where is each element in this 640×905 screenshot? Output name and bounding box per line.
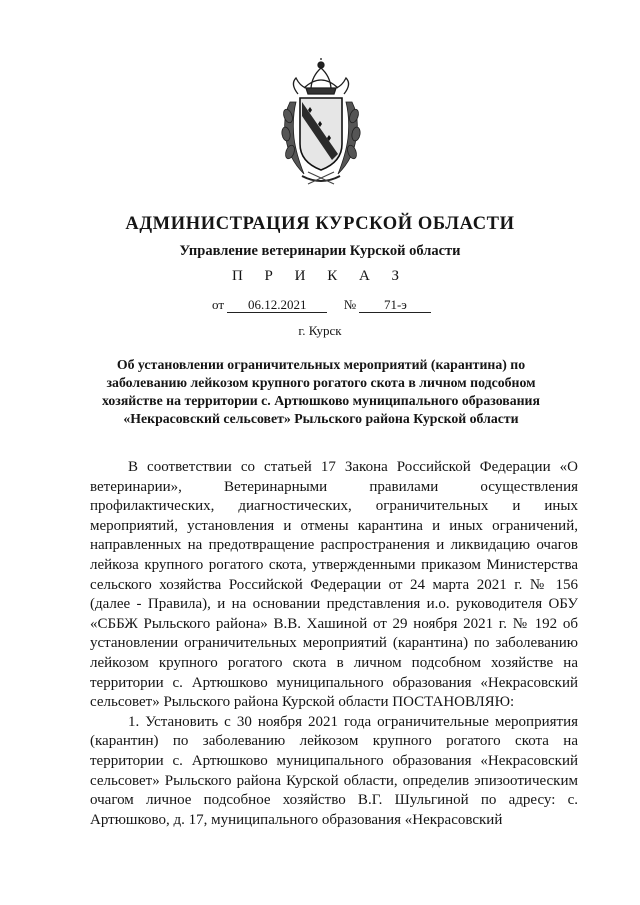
organization-name: АДМИНИСТРАЦИЯ КУРСКОЙ ОБЛАСТИ [125, 214, 515, 234]
date-prefix: от [212, 297, 225, 312]
order-date: 06.12.2021 [227, 298, 327, 313]
document-title: Об установлении ограничительных мероприятий (карантина) по заболеванию лейкозом крупного рогатого скота в личном подсобном хозяйстве на территории с. Артюшково муниципального образования «Некрасовский сельсовет» Рыльского района Курской области [102, 357, 540, 426]
document-body [90, 458, 578, 830]
department-name: Управление ветеринарии Курской области [179, 243, 461, 259]
document-type: П Р И К А З [231, 268, 409, 284]
number-prefix: № [343, 297, 357, 312]
order-number: 71-э [359, 298, 431, 313]
city: г. Курск [298, 323, 342, 338]
date-number-line [212, 297, 452, 313]
preamble-paragraph: В соответствии со статьей 17 Закона Российской Федерации «О ветеринарии», Ветеринарными правилами осуществления профилактических, диагностических, ограничительных и иных мероприятий, установления и отмены карантина и иных ограничений, направленных на предотвращение распространения и ликвидацию очагов лейкоза крупного рогатого скота, утвержденными приказом Министерства сельского хозяйства Российской Федерации от 24 марта 2021 г. № 156 (далее - Правила), и на основании представления и.о. руководителя ОБУ «СББЖ Рыльского района» В.В. Хашиной от 29 ноября 2021 г. № 192 об установлении ограничительных мероприятий (карантина) по заболеванию лейкозом крупного рогатого скота в личном подсобном хозяйстве на территории с. Артюшково муниципального образования «Некрасовский сельсовет» Рыльского района Курской области ПОСТАНОВЛЯЮ: [90, 459, 578, 711]
item-1-paragraph: 1. Установить с 30 ноября 2021 года ограничительные мероприятия (карантин) по заболеванию лейкозом крупного рогатого скота на территории с. Артюшково муниципального образования «Некрасовский сельсовет» Рыльского района Курской области, определив эпизоотическим очагом личное подсобное хозяйство В.Г. Шульгиной по адресу: с. Артюшково, д. 17, муниципального образования «Некрасовский [90, 713, 578, 828]
kursk-coat-of-arms-icon [278, 58, 364, 190]
